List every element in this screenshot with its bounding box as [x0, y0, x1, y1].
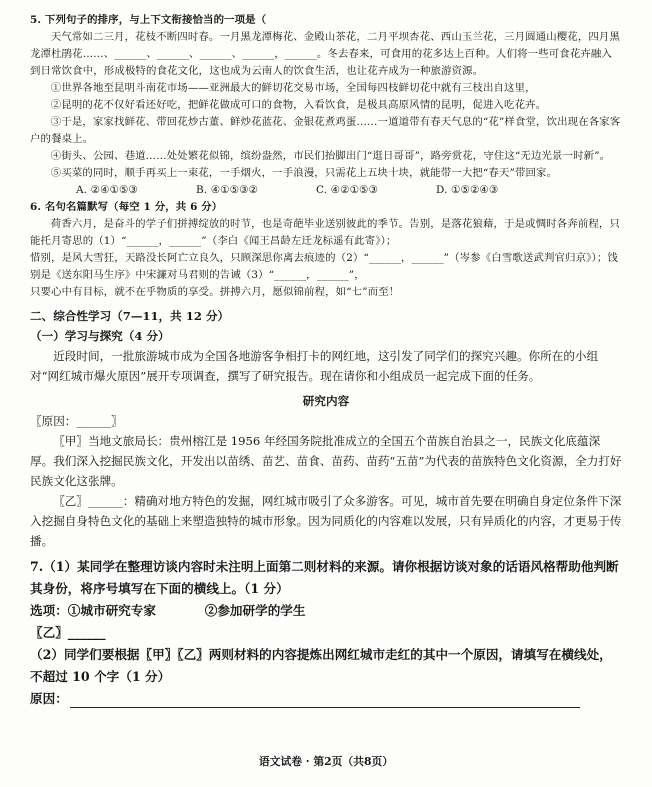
- research-heading: 研究内容: [302, 394, 350, 408]
- q5-title: 5. 下列句子的排序，与上下文衔接恰当的一项是（: [30, 14, 267, 26]
- section2-title: 二、综合性学习（7—11，共 12 分）: [30, 309, 230, 323]
- q5-sentence-4: ④街头、公园、巷道……处处繁花似锦，缤纷盎然，市民们抬脚出门“逛日哥哥”，路旁赏花，守住这“无边光景一时新”。: [50, 150, 611, 162]
- q6-title: 6. 名句名篇默写（每空 1 分，共 6 分）: [30, 201, 223, 213]
- section2-subtitle: （一）学习与探究（4 分）: [30, 329, 170, 343]
- q6-paragraph-2: 惜别，是风大雪狂，天路没长阿亡立良久，只顾深思你离去痕迹的（2）“______，______”（岑参《白雪歌送武判官归京》）；饯别是《送东阳马生序》中宋濂对马君则的告诫（3）“______，______”，: [30, 252, 618, 281]
- q7-choice-2: ②参加研学的学生: [204, 603, 306, 618]
- q5-intro: 天气常如二三月，花枝不断四时春。一月黑龙潭梅花、金殿山茶花，二月平坝杏花、西山玉兰花，三月圆通山樱花，四月黑龙潭杜鹃花……、______、______、______、______，______。冬去春来，可食用的花多达上百种。人们将一些可食花卉融入到日常饮食中，形成极特的食花文化，这也成为云南人的饮食生活，也让花卉成为一种旅游资源。: [30, 31, 620, 77]
- q5-option-a[interactable]: A. ②④①⑤③: [76, 184, 138, 196]
- q6-paragraph-3: 只要心中有目标，就不在乎物质的享受。拼搏六月，愿似锦前程，如“七”而至！: [30, 286, 400, 298]
- q6-paragraph-1: 荷香六月，是奋斗的学子们拼搏绽放的时节，也是奇葩毕业送别彼此的季节。告别，是落花狼藉，于是或惆时各奔前程，只能托月寄思的（1）“______，______”（李白《闻王昌龄左迁龙标遥有此寄》）；: [30, 218, 620, 247]
- q7-part-1: 7.（1）某同学在整理访谈内容时未注明上面第二则材料的来源。请你根据访谈对象的话语风格帮助他判断其身份，将序号填写在下面的横线上。（1 分）: [30, 559, 619, 596]
- q7-answer-label: 原因：: [30, 691, 68, 706]
- research-material-jia: 〖甲〗当地文旅局长：贵州榕江是 1956 年经国务院批准成立的全国五个苗族自治县之一，民族文化底蕴深厚。我们深入挖掘民族文化，开发出以苗绣、苗艺、苗食、苗药、苗药“五苗”为代表的苗族特色文化资源，全力打好民族文化这张牌。: [30, 434, 622, 488]
- q5-option-d[interactable]: D. ①⑤②④③: [436, 184, 499, 196]
- q7-choices: [30, 600, 622, 622]
- q5-sentence-2: ②昆明的花不仅好看还好吃，把鲜花做成可口的食物，入看饮食，是极具高原风情的昆明，促进入吃花卉。: [50, 99, 547, 111]
- q5-sentence-3: ③于是，家家找鲜花、带回花炒古董、鲜炒花蓝花、金银花煮鸡蛋……一道道带有春天气息的“花”样食堂，饮出现在各家客户的餐桌上。: [30, 116, 621, 145]
- q7-choice-1: 选项：①城市研究专家: [30, 603, 156, 618]
- q5-option-c[interactable]: C. ④②①⑤③: [316, 184, 378, 196]
- q5-sentence-1: ①世界各地至昆明斗南花市场——亚洲最大的鲜切花交易市场，全国每四枝鲜切花中就有三枝出自这里，: [50, 82, 536, 94]
- research-material-yi: 〖乙〗______：精确对地方特色的发掘，网红城市吸引了众多游客。可见，城市首先要在明确自身定位条件下深入挖掘自身特色文化的基础上来塑造独特的城市形象。因为同质化的内容难以发展，只有异质化的内容，才更易于传播。: [30, 494, 622, 548]
- q5-option-b[interactable]: B. ④①⑤③②: [196, 184, 259, 196]
- page-footer: 语文试卷 · 第2页（共8页）: [258, 755, 394, 768]
- q5-sentence-5: ⑤买菜的同时，顺手再买上一束花，一手烟火，一手浪漫，只需花上五块十块，就能带一大把“春天”带回家。: [50, 167, 558, 179]
- research-reason-label: 〖原因：______〗: [30, 414, 123, 428]
- q7-yi-answer[interactable]: 〖乙〗______: [30, 625, 106, 640]
- q5-options: [30, 182, 622, 199]
- q7-answer-line[interactable]: [70, 707, 580, 708]
- section2-intro: 近段时间，一批旅游城市成为全国各地游客争相打卡的网红地，这引发了同学们的探究兴趣。你所在的小组对“网红城市爆火原因”展开专项调查，撰写了研究报告。现在请你和小组成员一起完成下面的任务。: [30, 349, 599, 383]
- q7-part-2: （2）同学们要根据〖甲〗〖乙〗两则材料的内容提炼出网红城市走红的其中一个原因，请填写在横线处，不超过 10 个字（1 分）: [30, 647, 612, 684]
